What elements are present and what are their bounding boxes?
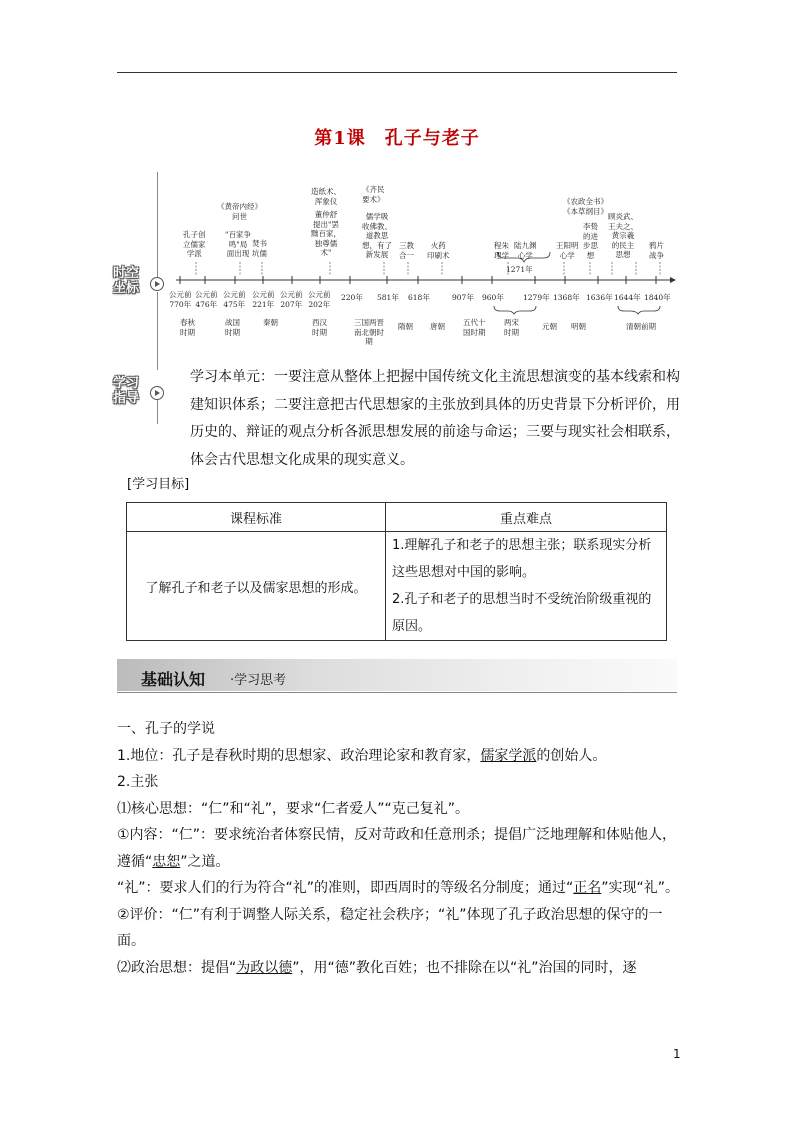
table-header-row [127,503,667,532]
timeline-period: 隋朝 [398,322,413,331]
timeline-period: 战国 时期 [225,318,240,337]
timeline-year: 公元前 221年 [252,290,275,309]
timeline-year: 220年 [341,293,363,302]
timeline-year: 公元前 476年 [195,290,218,309]
timeline-year: 公元前 475年 [223,290,246,309]
timeline-event: 王阳明 心学 [556,241,579,260]
timeline-event: 陆九渊 心学 [514,241,537,260]
timeline-event: 火药 印刷术 [427,241,450,260]
timeline-connectors [196,262,660,276]
text: “礼”：要求人们的行为符合“礼”的准则，即西周时的等级名分制度；通过“ [117,880,574,896]
lesson-body [117,716,681,981]
timeline-axis-svg [0,0,794,360]
text: ”实现“礼”。 [601,880,680,896]
text: ”，用“德”教化百姓；也不排除在以“礼”治国的同时，逐 [292,959,637,976]
table-row [127,532,667,641]
text: ①内容：“仁”：要求统治者体察民情，反对苛政和任意刑杀；提倡广泛地理解和体贴他人，遵循“ [117,827,677,870]
paragraph-li [117,875,681,902]
timeline-year: 1279年 [523,293,550,302]
paragraph-core-idea: ⑴核心思想：“仁”和“礼”，要求“仁者爱人”“克己复礼”。 [117,800,470,817]
section-banner [117,659,677,693]
timeline-period: 两宋 时期 [504,318,519,337]
timeline-event: 《黄帝内经》 问世 [217,202,262,221]
banner-underline [117,692,677,693]
timeline-year: 1840年 [644,293,671,302]
timeline-braces [494,252,660,314]
timeline-period: 西汉 时期 [312,318,327,337]
paragraph-ideas-heading: 2.主张 [117,774,159,790]
timeline-label-line1: 时空 [113,266,140,281]
timeline-event: "百家争 鸣"局 面出现 [225,230,251,258]
timeline-event: 三教 合一 [399,241,414,260]
lesson-title: 第1课 孔子与老子 [314,128,480,149]
underlined-key-term: 忠恕 [152,853,181,870]
timeline-year: 1636年 [586,293,613,302]
timeline-label-line2: 坐标 [113,281,140,296]
key-point-2: 2.孔子和老子的思想当时不受统治阶级重视的原因。 [392,592,652,634]
objectives-table [126,502,667,641]
col-header-key-points: 重点难点 [386,503,667,532]
paragraph-ren [117,822,681,875]
timeline-event: 顾炎武、 王夫之、 黄宗羲 的民主 思想 [608,212,638,259]
timeline-period: 清朝前期 [626,322,656,331]
text: 1.地位：孔子是春秋时期的思想家、政治理论家和教育家， [117,747,481,764]
standard-cell: 了解孔子和老子以及儒家思想的形成。 [127,532,386,641]
underlined-key-term: 正名 [573,880,602,896]
timeline-period: 春秋 时期 [180,318,195,337]
timeline-year: 公元前 770年 [169,290,192,309]
timeline-event: 孔子创 立儒家 学派 [183,230,206,258]
text: ⑵政治思想：提倡“ [117,959,237,976]
study-guide-text: 学习本单元：一要注意从整体上把握中国传统文化主流思想演变的基本线索和构建知识体系；二要注意把古代思想家的主张放到具体的历史背景下分析评价，用历史的、辩证的观点分析各派思想发展的前途与命运；三要与现实社会相联系，体会古代思想文化成果的现实意义。 [190,369,680,468]
timeline-event: 程朱 理学 [494,241,509,260]
timeline-event: 造纸术、 浑象仪 [311,187,341,206]
timeline-year: 581年 [377,293,399,302]
timeline-period: 秦朝 [263,318,278,327]
guide-label-line1: 学习 [113,376,140,391]
timeline-period: 明朝 [571,322,586,331]
underlined-key-term: 为政以德 [236,959,293,976]
col-header-standard: 课程标准 [127,503,386,532]
banner-subtitle: ·学习思考 [230,673,287,688]
timeline-event: 焚书 坑儒 [252,239,267,258]
timeline-year: 1368年 [553,293,580,302]
page-number: 1 [673,1047,681,1061]
play-icon [150,386,164,400]
timeline-event: 《农政全书》 《本草纲目》 [563,197,608,216]
paragraph-evaluation: ②评价：“仁”有利于调整人际关系，稳定社会秩序；“礼”体现了孔子政治思想的保守的一面。 [117,906,663,949]
timeline-event: 董仲舒 提出"罢 黜百家， 独尊儒 术" [311,210,341,257]
underlined-key-term: 儒家学派 [480,747,537,764]
guide-label-line2: 指导 [113,391,140,406]
timeline-event: 儒学吸 收佛教、 道教思 想，有了 新发展 [362,212,392,259]
timeline-event: 1271年 [506,265,533,274]
timeline-year: 公元前 207年 [280,290,303,309]
guide-sidebar-line [157,398,158,424]
guide-sidebar-label [113,376,139,406]
timeline-year: 618年 [408,293,430,302]
key-points-cell [386,532,667,641]
timeline-period: 三国两晋 南北朝时 期 [354,318,384,346]
timeline-year: 公元前 202年 [308,290,331,309]
timeline-year: 1644年 [614,293,641,302]
key-point-1: 1.理解孔子和老子的思想主张；联系现实分析这些思想对中国的影响。 [392,538,652,580]
timeline-period: 唐朝 [430,322,445,331]
timeline-year: 960年 [482,293,504,302]
paragraph-politics [117,955,681,982]
objectives-label: [学习目标] [127,477,190,492]
banner-main-title: 基础认知 [141,670,206,689]
timeline-event: 李贽 的进 步思 想 [583,222,598,260]
text: ”之道。 [180,853,230,870]
section-heading: 一、孔子的学说 [117,721,215,737]
timeline-period: 五代十 国时期 [463,318,486,337]
timeline-year: 907年 [452,293,474,302]
timeline-event: 鸦片 战争 [649,241,664,260]
text: 的创始人。 [536,747,607,764]
timeline-arrow [670,277,676,283]
timeline-period: 元朝 [542,322,557,331]
paragraph-status [117,743,681,770]
timeline-event: 《齐民 要术》 [362,185,385,204]
